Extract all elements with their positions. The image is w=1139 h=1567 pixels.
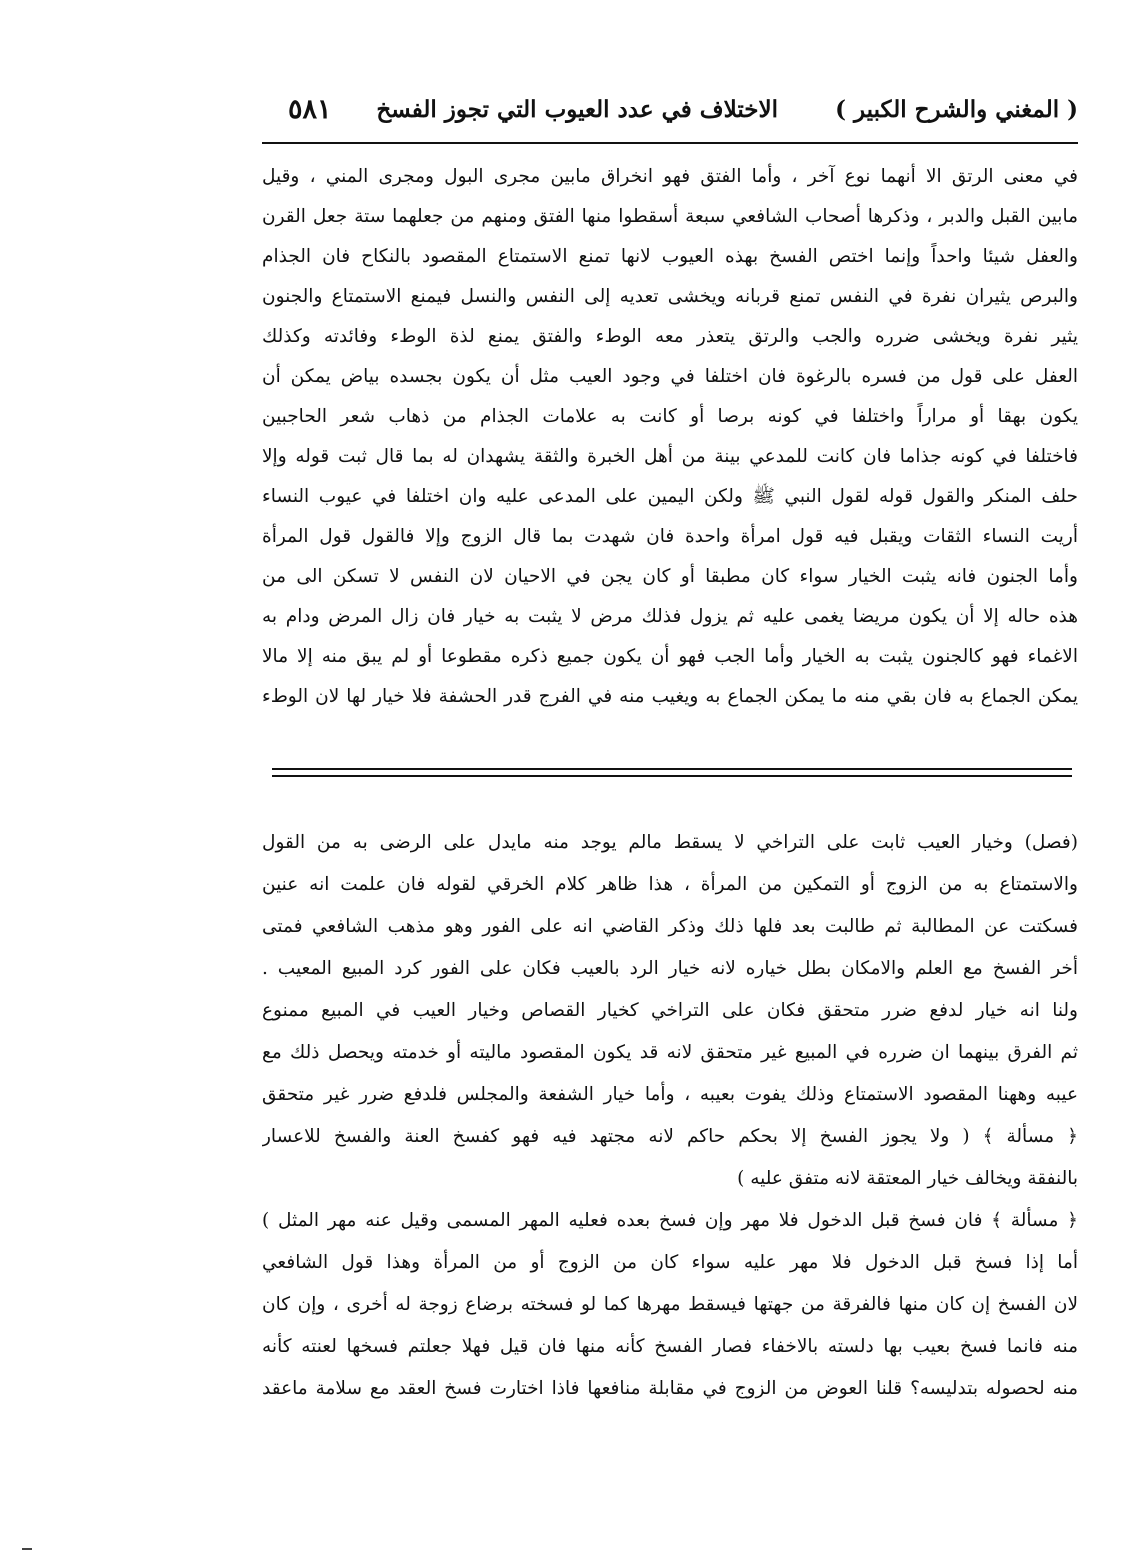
text-line: فاختلفا في كونه جذاما فان كانت للمدعي بينة من أهل الخبرة والثقة يشهدان له بما قال ثبت قوله وإلا [262,446,1078,467]
text-line: هذه حاله إلا أن يكون مريضا يغمى عليه ثم يزول فذلك مرض لا يثبت به خيار فان زال المرض ودام به [262,606,1078,627]
text-line: ولنا انه خيار لدفع ضرر متحقق فكان على التراخي كخيار القصاص وخيار العيب في المبيع ممنوع [262,1000,1078,1021]
section-divider [272,768,1072,770]
text-line: فسكتت عن المطالبة ثم طالبت بعد فلها ذلك وذكر القاضي انه على الفور وهو مذهب الشافعي فمتى [262,916,1078,937]
text-line: مابين القبل والدبر ، وذكرها أصحاب الشافعي سبعة أسقطوا منها الفتق ومنهم من جعلهما ستة جعل القرن [262,206,1078,227]
book-title: ( المغني والشرح الكبير ) [835,96,1078,123]
text-line: أخر الفسخ مع العلم والامكان بطل خياره لانه خيار الرد بالعيب فكان على الفور كرد المبيع المعيب . [262,958,1078,979]
text-line: يمكن الجماع به فان بقي منه ما يمكن الجماع به ويغيب منه في الفرج قدر الحشفة فلا خيار لها لان الوطء [262,686,1078,707]
scan-mark [22,1548,32,1550]
text-line: والاستمتاع به من الزوج أو التمكين من المرأة ، هذا ظاهر كلام الخرقي لقوله فان علمت انه عنين [262,874,1078,895]
text-line: بالنفقة ويخالف خيار المعتقة لانه متفق عليه ) [737,1168,1078,1189]
page-header [262,96,1078,136]
text-line: وأما الجنون فانه يثبت الخيار سواء كان مطبقا أو كان يجن في الاحيان لان النفس لا تسكن الى من [262,566,1078,587]
text-line: يكون بهقا أو مراراً واختلفا في كونه برصا أو كانت به علامات الجذام من ذهاب شعر الحاجبين [262,406,1078,427]
text-line: حلف المنكر والقول قوله لقول النبي ﷺ ولكن اليمين على المدعى عليه وان اختلفا في عيوب النساء [262,486,1078,507]
text-line: والبرص يثيران نفرة في النفس تمنع قربانه ويخشى تعديه إلى النفس والنسل فيمنع الاستمتاع والجنون [262,286,1078,307]
text-line: أما إذا فسخ قبل الدخول فلا مهر عليه سواء كان من الزوج أو من المرأة وهذا قول الشافعي [262,1252,1078,1273]
text-line: العفل على قول من فسره بالرغوة فان اختلفا في وجود العيب مثل أن يكون بجسده بياض يمكن أن [262,366,1078,387]
section-divider [272,775,1072,777]
text-line: لان الفسخ إن كان منها فالفرقة من جهتها فيسقط مهرها كما لو فسخته برضاع زوجة له أخرى ، وإن كان [262,1294,1078,1315]
text-line: عيبه وههنا المقصود الاستمتاع وذلك يفوت بعيبه ، وأما خيار الشفعة والمجلس فلدفع ضرر غير متحقق [262,1084,1078,1105]
chapter-title: الاختلاف في عدد العيوب التي تجوز الفسخ [376,96,778,123]
text-line: في معنى الرتق الا أنهما نوع آخر ، وأما الفتق فهو انخراق مابين مجرى البول ومجرى المني ، وقيل [262,166,1078,187]
commentary-text-block [262,822,1078,1410]
text-line: منه لحصوله بتدليسه؟ قلنا العوض من الزوج في مقابلة منافعها فاذا اختارت فسخ العقد مع سلامة ماعقد [262,1378,1078,1399]
text-line: ثم الفرق بينهما ان ضرره في المبيع غير متحقق لانه قد يكون المقصود ماليته أو خدمته ويحصل ذلك مع [262,1042,1078,1063]
header-rule [262,142,1078,144]
page-number: ٥٨١ [288,94,332,125]
text-line: منه فانما فسخ بعيب بها دلسته بالاخفاء فصار الفسخ كأنه منها فان قيل فهلا جعلتم فسخها لعنته كأنه [262,1336,1078,1357]
text-line: أريت النساء الثقات ويقبل فيه قول امرأة واحدة فان شهدت بما قال الزوج وإلا فالقول قول المرأة [262,526,1078,547]
text-line: ﴿ مسألة ﴾ ( ولا يجوز الفسخ إلا بحكم حاكم لانه مجتهد فيه فهو كفسخ العنة والفسخ للاعسار [262,1126,1078,1147]
text-line: يثير نفرة ويخشى ضرره والجب والرتق يتعذر معه الوطء والفتق يمنع لذة الوطء وفائدته وكذلك [262,326,1078,347]
text-line: (فصل) وخيار العيب ثابت على التراخي لا يسقط مالم يوجد منه مايدل على الرضى به من القول [262,832,1078,853]
main-text-block [262,157,1078,717]
text-line: الاغماء فهو كالجنون يثبت به الخيار وأما الجب فهو أن يكون جميع ذكره مقطوعا أو لم يبق منه إلا مالا [262,646,1078,667]
text-line: والعفل شيئا واحداً وإنما اختص الفسخ بهذه العيوب لانها تمنع الاستمتاع المقصود بالنكاح فان الجذام [262,246,1078,267]
text-line: ﴿ مسألة ﴾ فان فسخ قبل الدخول فلا مهر وإن فسخ بعده فعليه المهر المسمى وقيل عنه مهر المثل ) [262,1210,1078,1231]
